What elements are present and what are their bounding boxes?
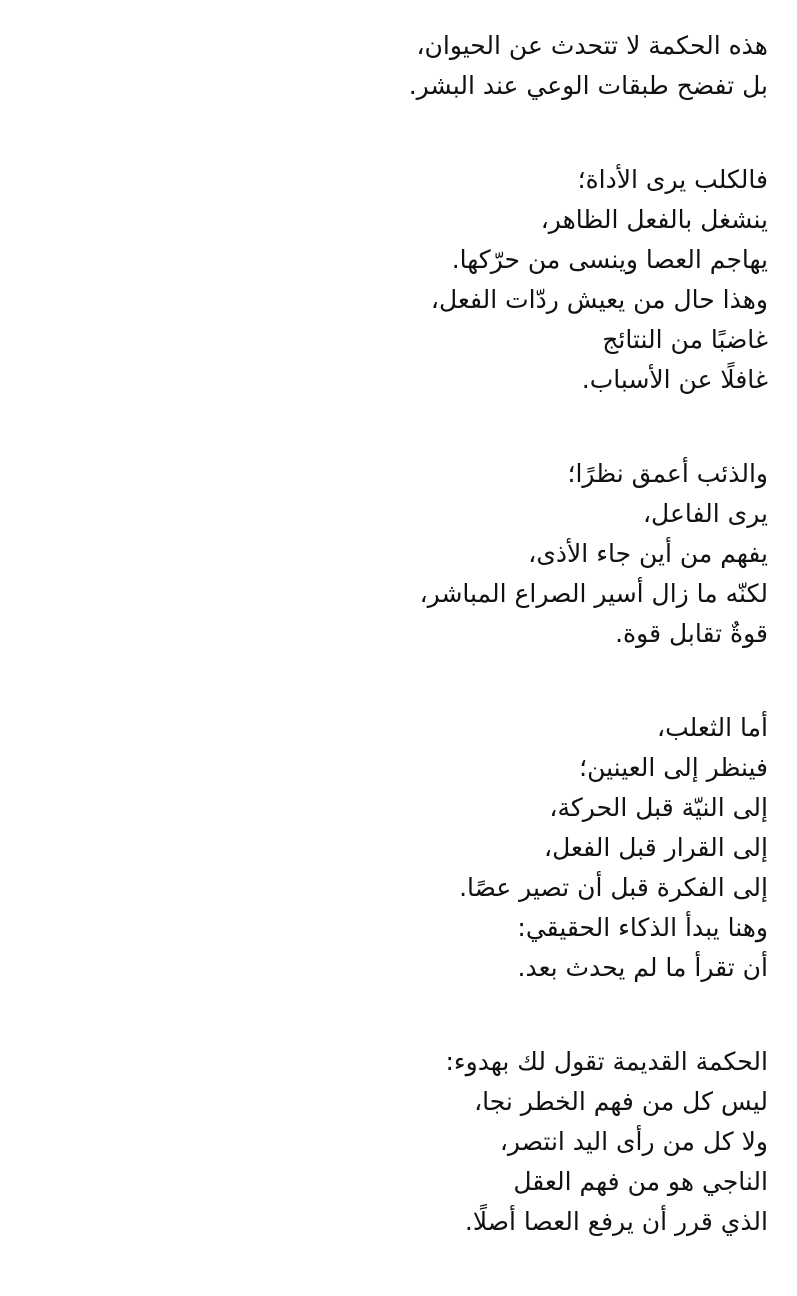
- text-line: أن تقرأ ما لم يحدث بعد.: [517, 953, 768, 982]
- text-line: غافلًا عن الأسباب.: [581, 365, 768, 394]
- stanza-dog: [28, 160, 768, 400]
- text-line: قوةٌ تقابل قوة.: [615, 619, 768, 648]
- poem-text: [28, 26, 768, 1296]
- text-line: يفهم من أين جاء الأذى،: [528, 539, 768, 568]
- text-line: بل تفضح طبقات الوعي عند البشر.: [408, 71, 768, 100]
- stanza-wolf: [28, 454, 768, 654]
- text-line: ليس كل من فهم الخطر نجا،: [474, 1087, 768, 1116]
- text-line: يهاجم العصا وينسى من حرّكها.: [451, 245, 768, 274]
- stanza-fox: [28, 708, 768, 988]
- text-line: الذي قرر أن يرفع العصا أصلًا.: [464, 1207, 768, 1236]
- text-line: ينشغل بالفعل الظاهر،: [540, 205, 768, 234]
- text-line: وهذا حال من يعيش ردّات الفعل،: [430, 285, 768, 314]
- text-line: إلى النيّة قبل الحركة،: [549, 793, 768, 822]
- text-line: إلى القرار قبل الفعل،: [544, 833, 768, 862]
- stanza-wisdom: [28, 1042, 768, 1242]
- text-line: غاضبًا من النتائج: [602, 325, 768, 354]
- text-line: ولا كل من رأى اليد انتصر،: [499, 1127, 768, 1156]
- text-line: والذئب أعمق نظرًا؛: [567, 459, 768, 488]
- text-line: أما الثعلب،: [657, 713, 768, 742]
- text-line: فينظر إلى العينين؛: [579, 753, 768, 782]
- text-line: يرى الفاعل،: [642, 499, 768, 528]
- text-line: هذه الحكمة لا تتحدث عن الحيوان،: [416, 31, 768, 60]
- text-line: إلى الفكرة قبل أن تصير عصًا.: [459, 873, 768, 902]
- text-line: فالكلب يرى الأداة؛: [577, 165, 768, 194]
- text-line: لكنّه ما زال أسير الصراع المباشر،: [419, 579, 768, 608]
- text-line: وهنا يبدأ الذكاء الحقيقي:: [517, 913, 768, 942]
- text-line: الناجي هو من فهم العقل: [513, 1167, 768, 1196]
- stanza-intro: [28, 26, 768, 106]
- text-line: الحكمة القديمة تقول لك بهدوء:: [445, 1047, 768, 1076]
